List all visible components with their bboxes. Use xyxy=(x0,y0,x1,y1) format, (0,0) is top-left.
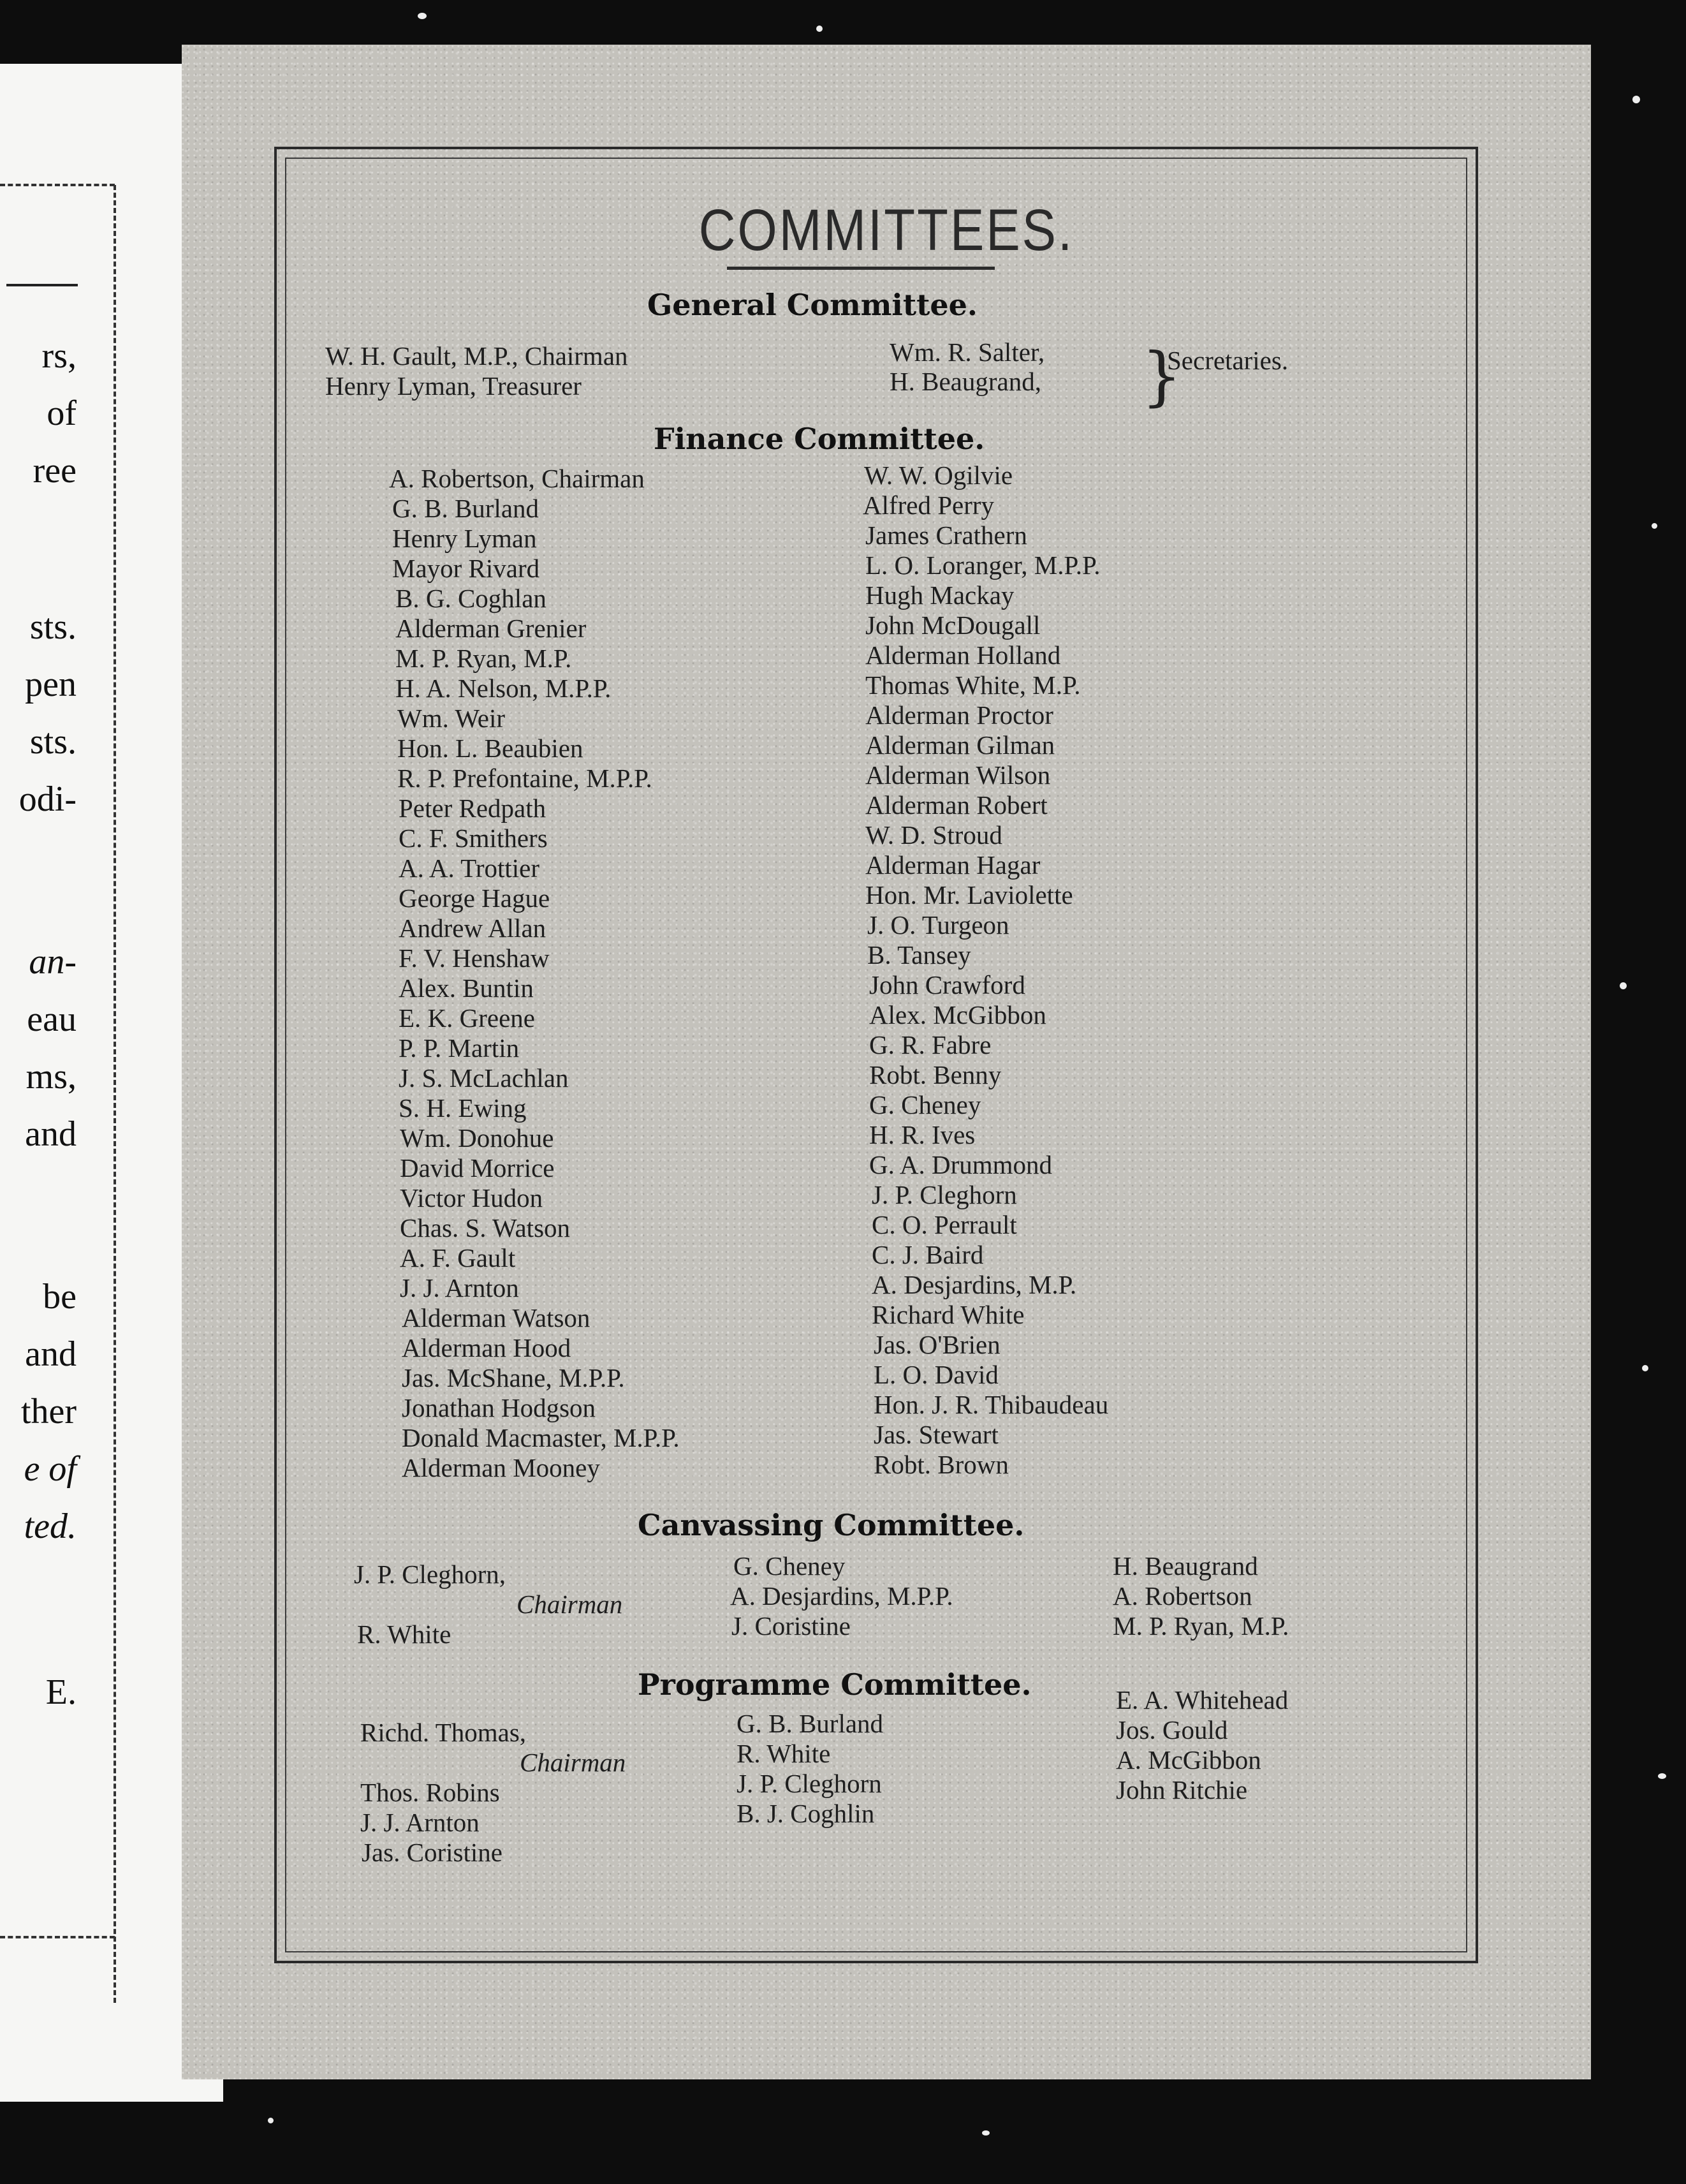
finance-member: George Hague xyxy=(399,883,550,913)
cut-line-vertical xyxy=(114,185,116,2003)
finance-member: E. K. Greene xyxy=(399,1003,536,1033)
canvassing-member: J. P. Cleghorn, xyxy=(354,1560,506,1589)
finance-member: Alex. Buntin xyxy=(399,973,534,1003)
left-page-fragment: of xyxy=(47,394,77,433)
finance-member: Chas. S. Watson xyxy=(400,1213,571,1243)
finance-member: S. H. Ewing xyxy=(399,1093,527,1123)
programme-member: Thos. Robins xyxy=(360,1778,500,1807)
finance-member: Hon. J. R. Thibaudeau xyxy=(874,1390,1109,1419)
finance-member: Alderman Mooney xyxy=(402,1453,600,1482)
finance-member: Mayor Rivard xyxy=(392,554,540,583)
finance-member: G. B. Burland xyxy=(392,494,539,523)
finance-member: Jas. Stewart xyxy=(874,1420,999,1449)
canvassing-member: R. White xyxy=(357,1620,451,1649)
finance-member: G. Cheney xyxy=(869,1090,981,1119)
general-committee-heading: General Committee. xyxy=(647,288,978,322)
left-page-fragment: eau xyxy=(27,1000,77,1039)
finance-member: Alex. McGibbon xyxy=(869,1000,1046,1029)
finance-member: James Crathern xyxy=(865,520,1027,550)
finance-member: H. R. Ives xyxy=(869,1120,976,1149)
left-page-fragment: E. xyxy=(45,1672,77,1712)
left-page-fragment: an- xyxy=(29,942,77,982)
programme-member: Jas. Coristine xyxy=(362,1838,502,1867)
committees-card xyxy=(182,45,1591,2079)
finance-member: P. P. Martin xyxy=(399,1033,520,1063)
programme-member: J. J. Arnton xyxy=(360,1808,480,1837)
finance-member: C. J. Baird xyxy=(872,1240,984,1269)
page-title: COMMITTEES. xyxy=(698,197,1074,263)
finance-member: Victor Hudon xyxy=(400,1183,543,1213)
finance-member: Andrew Allan xyxy=(399,913,546,943)
programme-member: B. J. Coghlin xyxy=(737,1799,875,1828)
finance-member: R. P. Prefontaine, M.P.P. xyxy=(397,764,652,793)
finance-member: L. O. David xyxy=(874,1360,999,1389)
finance-member: John McDougall xyxy=(865,610,1041,640)
finance-member: Wm. Donohue xyxy=(400,1123,554,1153)
finance-member: J. J. Arnton xyxy=(400,1273,519,1302)
finance-member: Jonathan Hodgson xyxy=(402,1393,596,1422)
finance-member: W. D. Stroud xyxy=(865,820,1002,850)
finance-member: Hugh Mackay xyxy=(865,580,1015,610)
cut-line-top xyxy=(0,184,115,186)
programme-member: E. A. Whitehead xyxy=(1116,1685,1289,1715)
finance-member: A. A. Trottier xyxy=(399,853,539,883)
canvassing-member: H. Beaugrand xyxy=(1113,1551,1258,1581)
finance-member: Alderman Watson xyxy=(402,1303,590,1332)
left-page-fragment: ree xyxy=(33,451,77,491)
finance-member: Henry Lyman xyxy=(392,524,537,553)
finance-member: David Morrice xyxy=(400,1153,555,1183)
finance-member: Alderman Hagar xyxy=(865,850,1041,880)
canvassing-member: A. Desjardins, M.P.P. xyxy=(730,1581,953,1611)
general-member: W. H. Gault, M.P., Chairman xyxy=(325,341,628,371)
canvassing-member: A. Robertson xyxy=(1113,1581,1252,1611)
dust-speck xyxy=(1642,1365,1648,1371)
brace-icon: } xyxy=(1141,339,1182,413)
dust-speck xyxy=(268,2118,274,2123)
finance-member: Peter Redpath xyxy=(399,793,546,823)
finance-member: B. Tansey xyxy=(867,940,971,970)
programme-member: G. B. Burland xyxy=(737,1709,884,1738)
finance-member: John Crawford xyxy=(869,970,1025,1000)
finance-member: L. O. Loranger, M.P.P. xyxy=(865,550,1101,580)
secretaries-label: Secretaries. xyxy=(1167,346,1289,375)
programme-member: A. McGibbon xyxy=(1116,1745,1261,1774)
programme-role: Chairman xyxy=(520,1748,626,1777)
finance-member: Robt. Brown xyxy=(874,1450,1009,1479)
left-page-rule xyxy=(6,284,78,286)
general-member: Henry Lyman, Treasurer xyxy=(325,371,582,401)
left-page-fragment: sts. xyxy=(29,607,77,647)
finance-member: F. V. Henshaw xyxy=(399,943,550,973)
finance-member: Alderman Robert xyxy=(865,790,1048,820)
finance-member: Hon. L. Beaubien xyxy=(397,734,583,763)
finance-member: Thomas White, M.P. xyxy=(865,670,1081,700)
left-page-fragment: be xyxy=(43,1277,77,1317)
programme-member: John Ritchie xyxy=(1116,1775,1248,1804)
cut-line-bottom xyxy=(0,1936,115,1938)
finance-member: A. F. Gault xyxy=(400,1243,516,1273)
finance-member: Wm. Weir xyxy=(397,704,506,733)
programme-member: Jos. Gould xyxy=(1116,1715,1228,1745)
left-page-fragment: and xyxy=(25,1114,77,1154)
left-page-fragment: ther xyxy=(20,1392,77,1431)
dust-speck xyxy=(1658,1773,1666,1779)
canvassing-committee-heading: Canvassing Committee. xyxy=(638,1508,1025,1542)
finance-member: Robt. Benny xyxy=(869,1060,1002,1089)
finance-member: H. A. Nelson, M.P.P. xyxy=(395,674,612,703)
general-member: H. Beaugrand, xyxy=(890,367,1041,396)
canvassing-role: Chairman xyxy=(517,1590,623,1619)
finance-member: Jas. O'Brien xyxy=(874,1330,1001,1359)
finance-member: J. O. Turgeon xyxy=(867,910,1009,940)
finance-member: Alderman Grenier xyxy=(395,614,587,643)
left-page-fragment: rs, xyxy=(41,336,77,376)
left-page-fragment: sts. xyxy=(29,722,77,762)
finance-member: Hon. Mr. Laviolette xyxy=(865,880,1073,910)
canvassing-member: G. Cheney xyxy=(733,1551,846,1581)
programme-committee-heading: Programme Committee. xyxy=(638,1667,1032,1702)
finance-member: A. Robertson, Chairman xyxy=(389,464,645,493)
finance-member: Alderman Wilson xyxy=(865,760,1051,790)
finance-member: J. S. McLachlan xyxy=(399,1063,569,1093)
finance-member: Alderman Hood xyxy=(402,1333,571,1362)
finance-member: A. Desjardins, M.P. xyxy=(872,1270,1077,1299)
finance-member: Alderman Holland xyxy=(865,640,1061,670)
finance-member: Alderman Gilman xyxy=(865,730,1055,760)
programme-member: R. White xyxy=(737,1739,831,1768)
finance-member: Donald Macmaster, M.P.P. xyxy=(402,1423,680,1452)
finance-committee-heading: Finance Committee. xyxy=(654,422,985,456)
dust-speck xyxy=(1632,96,1640,103)
left-page-fragment: ted. xyxy=(24,1507,77,1546)
dust-speck xyxy=(418,13,427,19)
canvassing-member: M. P. Ryan, M.P. xyxy=(1113,1611,1289,1641)
finance-member: M. P. Ryan, M.P. xyxy=(395,644,572,673)
finance-member: G. A. Drummond xyxy=(869,1150,1052,1179)
left-page-fragment: e of xyxy=(24,1449,77,1489)
finance-member: C. O. Perrault xyxy=(872,1210,1017,1239)
canvassing-member: J. Coristine xyxy=(731,1611,851,1641)
finance-member: G. R. Fabre xyxy=(869,1030,992,1059)
dust-speck xyxy=(982,2130,990,2136)
dust-speck xyxy=(816,26,823,32)
title-rule xyxy=(727,267,995,270)
finance-member: B. G. Coghlan xyxy=(395,584,546,613)
general-member: Wm. R. Salter, xyxy=(890,337,1045,367)
finance-member: J. P. Cleghorn xyxy=(872,1180,1017,1209)
finance-member: Richard White xyxy=(872,1300,1025,1329)
programme-member: Richd. Thomas, xyxy=(360,1718,527,1747)
dust-speck xyxy=(1620,982,1627,989)
programme-member: J. P. Cleghorn xyxy=(737,1769,882,1798)
left-page-fragment: and xyxy=(25,1334,77,1374)
finance-member: Jas. McShane, M.P.P. xyxy=(402,1363,625,1392)
finance-member: Alderman Proctor xyxy=(865,700,1053,730)
finance-member: C. F. Smithers xyxy=(399,823,548,853)
left-page-fragment: odi- xyxy=(18,779,77,819)
finance-member: Alfred Perry xyxy=(863,491,995,520)
finance-member: W. W. Ogilvie xyxy=(864,461,1013,490)
left-page-fragment: pen xyxy=(25,665,77,704)
dust-speck xyxy=(1652,523,1657,529)
left-page-fragment: ms, xyxy=(26,1057,77,1096)
